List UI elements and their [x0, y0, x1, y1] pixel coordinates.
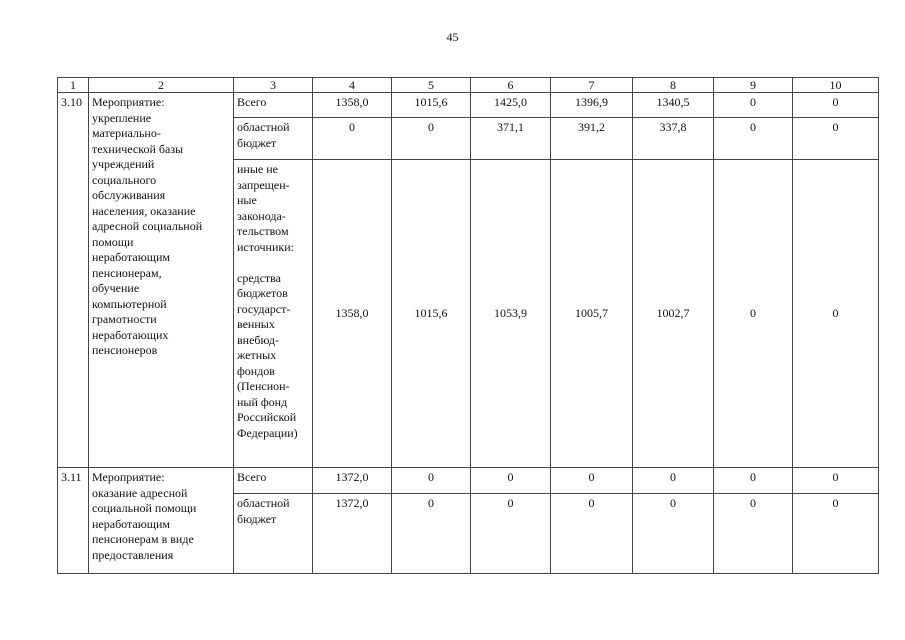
value-cell: 337,8 [633, 118, 714, 160]
header-cell: 8 [633, 78, 714, 93]
value-cell: 0 [551, 468, 633, 494]
item-code: 3.11 [58, 468, 89, 574]
value-cell: 1005,7 [551, 160, 633, 468]
value-cell: 1358,0 [313, 93, 392, 118]
value-cell: 0 [551, 494, 633, 574]
page-number: 45 [446, 30, 459, 44]
value-cell: 0 [714, 93, 793, 118]
funding-source: областной бюджет [234, 118, 313, 160]
value-cell: 0 [633, 468, 714, 494]
table-row [58, 93, 879, 118]
value-cell: 0 [793, 160, 879, 468]
header-cell: 7 [551, 78, 633, 93]
header-cell: 2 [89, 78, 234, 93]
header-row [58, 78, 879, 93]
value-cell: 0 [471, 468, 551, 494]
header-cell: 10 [793, 78, 879, 93]
event-description: Мероприятие: укрепление материально- технической базы учреждений социального обслуживания населения, оказание адресной социальной помощи неработающим пенсионерам, обучение компьютерной грамотности неработающих пенсионеров [89, 93, 234, 468]
budget-table [57, 77, 879, 574]
value-cell: 0 [714, 468, 793, 494]
value-cell: 0 [793, 468, 879, 494]
value-cell: 0 [392, 468, 471, 494]
event-description: Мероприятие: оказание адресной социальной помощи неработающим пенсионерам в виде предоставления [89, 468, 234, 574]
value-cell: 0 [392, 494, 471, 574]
value-cell: 1425,0 [471, 93, 551, 118]
value-cell: 1372,0 [313, 494, 392, 574]
header-cell: 3 [234, 78, 313, 93]
value-cell: 0 [714, 494, 793, 574]
value-cell: 1396,9 [551, 93, 633, 118]
funding-source: Всего [234, 468, 313, 494]
header-cell: 1 [58, 78, 89, 93]
value-cell: 1340,5 [633, 93, 714, 118]
header-cell: 5 [392, 78, 471, 93]
value-cell: 0 [471, 494, 551, 574]
value-cell: 1015,6 [392, 160, 471, 468]
value-cell: 0 [392, 118, 471, 160]
value-cell: 1372,0 [313, 468, 392, 494]
value-cell: 0 [714, 160, 793, 468]
value-cell: 0 [714, 118, 793, 160]
value-cell: 0 [313, 118, 392, 160]
header-cell: 4 [313, 78, 392, 93]
funding-source: Всего [234, 93, 313, 118]
value-cell: 1053,9 [471, 160, 551, 468]
value-cell: 1015,6 [392, 93, 471, 118]
header-cell: 6 [471, 78, 551, 93]
value-cell: 0 [793, 494, 879, 574]
funding-source: областной бюджет [234, 494, 313, 574]
value-cell: 1002,7 [633, 160, 714, 468]
funding-source: иные не запрещен- ные законода- тельством источники: средства бюджетов государст- венных внебюд- жетных фондов (Пенсион- ный фонд Российской Федерации) [234, 160, 313, 468]
value-cell: 371,1 [471, 118, 551, 160]
value-cell: 0 [633, 494, 714, 574]
table-row [58, 468, 879, 494]
value-cell: 0 [793, 118, 879, 160]
value-cell: 0 [793, 93, 879, 118]
value-cell: 391,2 [551, 118, 633, 160]
value-cell: 1358,0 [313, 160, 392, 468]
item-code: 3.10 [58, 93, 89, 468]
header-cell: 9 [714, 78, 793, 93]
